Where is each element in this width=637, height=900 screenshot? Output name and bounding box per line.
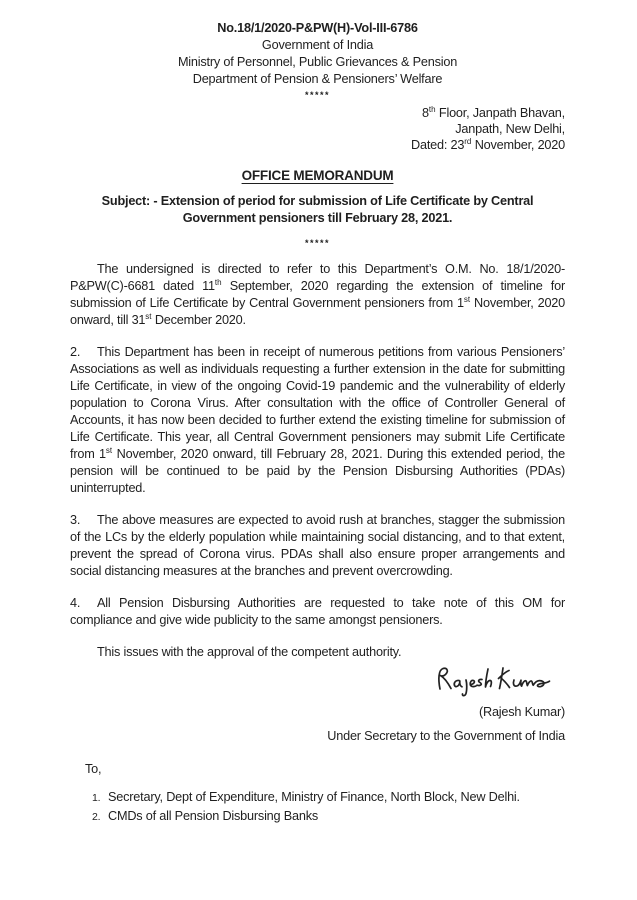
- paragraph-2: 2. This Department has been in receipt of numerous petitions from various Pensioners’ Associations as well as individuals requesting a further extension in the date for submitting Life Certificate, in view of the ongoing Covid-19 pandemic and the vulnerability of elderly population to Corona Virus. After consultation with the office of Controller General of Accounts, it has now been decided to further extend the existing timeline for submission of Life Certificate. This year, all Central Government pensioners may submit Life Certificate from 1st November, 2020 onward, till February 28, 2021. During this extended period, the pension will be continued to be paid by the Pension Disbursing Authorities (PDAs) uninterrupted.: [70, 345, 565, 495]
- department-line: Department of Pension & Pensioners’ Welfare: [192, 72, 443, 86]
- signatory-name: (Rajesh Kumar): [478, 705, 565, 719]
- stars-separator-middle: *****: [304, 238, 330, 248]
- paragraph-number: 3.: [70, 513, 81, 527]
- list-item-text: Secretary, Dept of Expenditure, Ministry of Finance, North Block, New Delhi.: [108, 790, 520, 804]
- paragraph-1: The undersigned is directed to refer to this Department’s O.M. No. 18/1/2020-P&PW(C)-6681 dated 11th September, 2020 regarding the extension of timeline for submission of Life Certificate by Central Government pensioners from 1st November, 2020 onward, till 31st December 2020.: [70, 262, 566, 327]
- distribution-list: [70, 788, 565, 826]
- date-line: Dated: 23rd November, 2020: [411, 136, 565, 152]
- stars-separator-top: *****: [304, 90, 330, 100]
- paragraph-number: 2.: [70, 345, 81, 359]
- signatory-title: Under Secretary to the Government of India: [327, 729, 565, 743]
- paragraph-4: 4. All Pension Disbursing Authorities are requested to take note of this OM for compliance and give wide publicity to the same amongst pensioners.: [70, 596, 565, 627]
- to-label: To,: [85, 762, 102, 776]
- list-item: [92, 807, 565, 826]
- list-item-number: 2.: [92, 811, 101, 823]
- address-line-2: Janpath, New Delhi,: [455, 122, 565, 136]
- reference-number: No.18/1/2020-P&PW(H)-Vol-III-6786: [217, 21, 418, 35]
- closing-line: This issues with the approval of the competent authority.: [97, 645, 402, 659]
- list-item-text: CMDs of all Pension Disbursing Banks: [108, 809, 318, 823]
- paragraph-number: 4.: [70, 596, 81, 610]
- list-item: [92, 788, 565, 807]
- subject-line-1: Subject: - Extension of period for submission of Life Certificate by Central: [101, 194, 534, 208]
- gov-line: Government of India: [261, 38, 374, 52]
- subject-line-2: Government pensioners till February 28, 2021.: [182, 211, 453, 225]
- address-block: [70, 105, 565, 153]
- ministry-line: Ministry of Personnel, Public Grievances & Pension: [177, 55, 458, 69]
- subject-block: [70, 193, 565, 227]
- address-line-1: 8th Floor, Janpath Bhavan,: [422, 104, 565, 120]
- body-paragraphs: [70, 261, 565, 629]
- list-item-number: 1.: [92, 792, 101, 804]
- signature-block: [70, 663, 565, 745]
- signature-image: [433, 663, 551, 699]
- memo-title: OFFICE MEMORANDUM: [241, 168, 394, 183]
- paragraph-3: 3. The above measures are expected to avoid rush at branches, stagger the submission of the LCs by the elderly population while maintaining social distancing, and to that extent, prevent the spread of Corona virus. PDAs shall also ensure proper arrangements and social distancing measures at the branches and prevent overcrowding.: [70, 513, 565, 578]
